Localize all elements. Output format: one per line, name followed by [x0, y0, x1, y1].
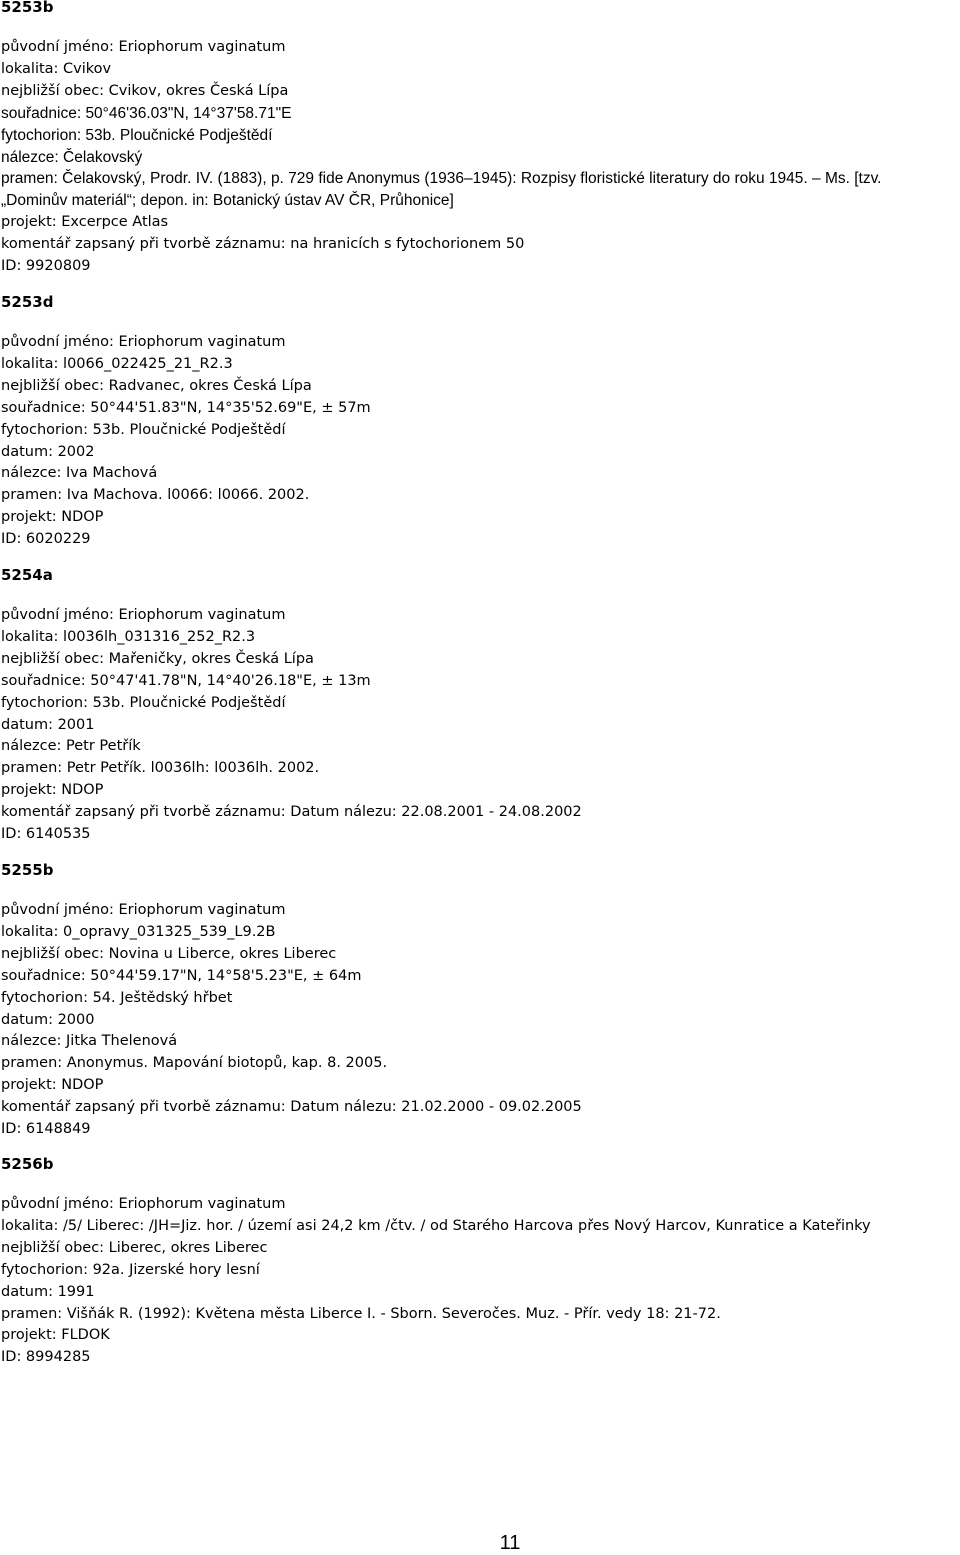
- original-name-line: původní jméno: Eriophorum vaginatum: [1, 1196, 286, 1212]
- comment-line: komentář zapsaný při tvorbě záznamu: Datum nálezu: 21.02.2000 - 09.02.2005: [1, 1099, 582, 1116]
- locality-line: lokalita: l0066_022425_21_R2.3: [1, 355, 233, 372]
- coordinates-line: souřadnice: 50°47'41.78"N, 14°40'26.18"E, ± 13m: [1, 672, 371, 689]
- finder-line: nálezce: Čelakovský: [1, 148, 143, 166]
- id-line: ID: 9920809: [1, 258, 91, 275]
- date-line: datum: 2002: [1, 443, 95, 460]
- id-line: ID: 6020229: [1, 531, 91, 548]
- source-line: pramen: Anonymus. Mapování biotopů, kap. 8. 2005.: [1, 1055, 388, 1072]
- coordinates-line: souřadnice: 50°44'59.17"N, 14°58'5.23"E, ± 64m: [1, 967, 362, 984]
- original-name-line: původní jméno: Eriophorum vaginatum: [1, 334, 286, 350]
- phytochorion-line: fytochorion: 53b. Ploučnické Podještědí: [1, 694, 286, 711]
- project-line: projekt: FLDOK: [1, 1327, 110, 1344]
- locality-line: lokalita: 0_opravy_031325_539_L9.2B: [1, 923, 276, 940]
- source-line: pramen: Iva Machova. l0066: l0066. 2002.: [1, 487, 310, 504]
- project-line: projekt: NDOP: [1, 509, 104, 526]
- source-line: pramen: Višňák R. (1992): Květena města Liberce I. - Sborn. Severočes. Muz. - Přír. vedy 18: 21-72.: [1, 1305, 721, 1322]
- nearest-town-line: nejbližší obec: Liberec, okres Liberec: [1, 1239, 268, 1256]
- record-5253d: [1, 293, 951, 551]
- project-line: projekt: Excerpce Atlas: [1, 214, 169, 231]
- record-5253b: [1, 0, 951, 278]
- original-name-line: původní jméno: Eriophorum vaginatum: [1, 902, 286, 918]
- source-line: pramen: Čelakovský, Prodr. IV. (1883), p. 729 fide Anonymus (1936–1945): Rozpisy floristické literatury do roku 1945. – Ms. [tzv. „Dominův materiál“; depon. in: Botanický ústav AV ČR, Průhonice]: [1, 170, 882, 210]
- original-name-line: původní jméno: Eriophorum vaginatum: [1, 607, 286, 623]
- locality-line: lokalita: Cvikov: [1, 60, 112, 77]
- project-line: projekt: NDOP: [1, 1077, 104, 1094]
- record-5256b: [1, 1155, 951, 1369]
- finder-line: nálezce: Jitka Thelenová: [1, 1033, 178, 1050]
- record-title: 5253d: [1, 293, 54, 311]
- date-line: datum: 2000: [1, 1011, 95, 1028]
- record-title: 5253b: [1, 0, 54, 16]
- locality-line: lokalita: l0036lh_031316_252_R2.3: [1, 628, 256, 645]
- record-5255b: [1, 861, 951, 1141]
- page-number: 11: [499, 1532, 521, 1554]
- id-line: ID: 8994285: [1, 1349, 91, 1366]
- nearest-town-line: nejbližší obec: Cvikov, okres Česká Lípa: [1, 82, 289, 99]
- record-5254a: [1, 566, 951, 846]
- record-title: 5255b: [1, 861, 54, 879]
- record-title: 5256b: [1, 1155, 54, 1173]
- source-line: pramen: Petr Petřík. l0036lh: l0036lh. 2002.: [1, 760, 320, 777]
- coordinates-line: souřadnice: 50°44'51.83"N, 14°35'52.69"E, ± 57m: [1, 399, 371, 416]
- phytochorion-line: fytochorion: 92a. Jizerské hory lesní: [1, 1261, 260, 1278]
- nearest-town-line: nejbližší obec: Novina u Liberce, okres Liberec: [1, 945, 337, 962]
- phytochorion-line: fytochorion: 53b. Ploučnické Podještědí: [1, 421, 286, 438]
- original-name-line: původní jméno: Eriophorum vaginatum: [1, 39, 286, 55]
- comment-line: komentář zapsaný při tvorbě záznamu: na hranicích s fytochorionem 50: [1, 236, 525, 253]
- date-line: datum: 1991: [1, 1283, 95, 1300]
- id-line: ID: 6140535: [1, 826, 91, 843]
- finder-line: nálezce: Petr Petřík: [1, 738, 141, 755]
- nearest-town-line: nejbližší obec: Mařeničky, okres Česká Lípa: [1, 650, 314, 667]
- coordinates-line: souřadnice: 50°46'36.03"N, 14°37'58.71"E: [1, 104, 292, 122]
- project-line: projekt: NDOP: [1, 782, 104, 799]
- locality-line: lokalita: /5/ Liberec: /JH=Jiz. hor. / území asi 24,2 km /čtv. / od Starého Harcova přes Nový Harcov, Kunratice a Kateřinky: [1, 1217, 871, 1234]
- record-title: 5254a: [1, 566, 53, 584]
- date-line: datum: 2001: [1, 716, 95, 733]
- nearest-town-line: nejbližší obec: Radvanec, okres Česká Lípa: [1, 377, 312, 394]
- phytochorion-line: fytochorion: 53b. Ploučnické Podještědí: [1, 126, 273, 144]
- phytochorion-line: fytochorion: 54. Ještědský hřbet: [1, 989, 233, 1006]
- id-line: ID: 6148849: [1, 1121, 91, 1138]
- comment-line: komentář zapsaný při tvorbě záznamu: Datum nálezu: 22.08.2001 - 24.08.2002: [1, 804, 582, 821]
- finder-line: nálezce: Iva Machová: [1, 465, 158, 482]
